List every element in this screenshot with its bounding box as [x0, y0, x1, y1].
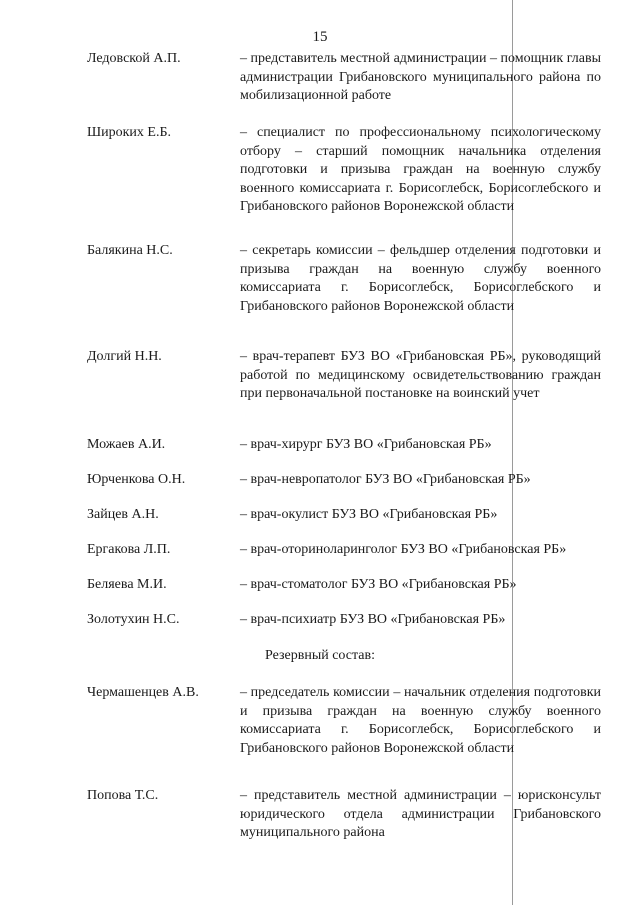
member-description: – представитель местной администрации – помощник главы администрации Грибановского муниципального района по мобилизационной работе [240, 51, 601, 104]
member-description: – врач-хирург БУЗ ВО «Грибановская РБ» [240, 437, 492, 452]
member-name: Широких Е.Б. [87, 125, 171, 140]
member-description: – представитель местной администрации – юрисконсульт юридического отдела администрации Грибановского муниципального района [240, 788, 601, 841]
member-name: Ледовской А.П. [87, 51, 181, 66]
member-name: Чермашенцев А.В. [87, 685, 199, 700]
reserve-section-title: Резервный состав: [264, 648, 375, 663]
page-number: 15 [312, 29, 328, 45]
member-description: – специалист по профессиональному психологическому отбору – старший помощник начальника отделения подготовки и призыва граждан на военную службу военного комиссариата г. Борисоглебск, Борисоглебского и Грибановского районов Воронежской области [240, 125, 601, 215]
member-description: – врач-невропатолог БУЗ ВО «Грибановская РБ» [240, 472, 531, 487]
member-description: – врач-стоматолог БУЗ ВО «Грибановская РБ» [240, 577, 517, 592]
member-name: Зайцев А.Н. [87, 507, 159, 522]
member-name: Ергакова Л.П. [87, 542, 171, 557]
member-description: – врач-терапевт БУЗ ВО «Грибановская РБ», руководящий работой по медицинскому освидетельствованию граждан при первоначальной постановке на воинский учет [240, 349, 601, 402]
member-description: – секретарь комиссии – фельдшер отделения подготовки и призыва граждан на военную службу военного комиссариата г. Борисоглебск, Борисоглебского и Грибановского районов Воронежской области [240, 243, 601, 314]
member-name: Попова Т.С. [87, 788, 159, 803]
member-name: Можаев А.И. [87, 437, 166, 452]
member-name: Золотухин Н.С. [87, 612, 180, 627]
member-name: Беляева М.И. [87, 577, 167, 592]
member-name: Балякина Н.С. [87, 243, 173, 258]
member-description: – врач-оториноларинголог БУЗ ВО «Грибановская РБ» [240, 542, 567, 557]
member-description: – врач-психиатр БУЗ ВО «Грибановская РБ» [240, 612, 506, 627]
member-name: Юрченкова О.Н. [87, 472, 186, 487]
member-description: – врач-окулист БУЗ ВО «Грибановская РБ» [240, 507, 498, 522]
member-description: – председатель комиссии – начальник отделения подготовки и призыва граждан на военную службу военного комиссариата г. Борисоглебск, Борисоглебского и Грибановского районов Воронежской области [240, 685, 601, 756]
member-name: Долгий Н.Н. [87, 349, 162, 364]
